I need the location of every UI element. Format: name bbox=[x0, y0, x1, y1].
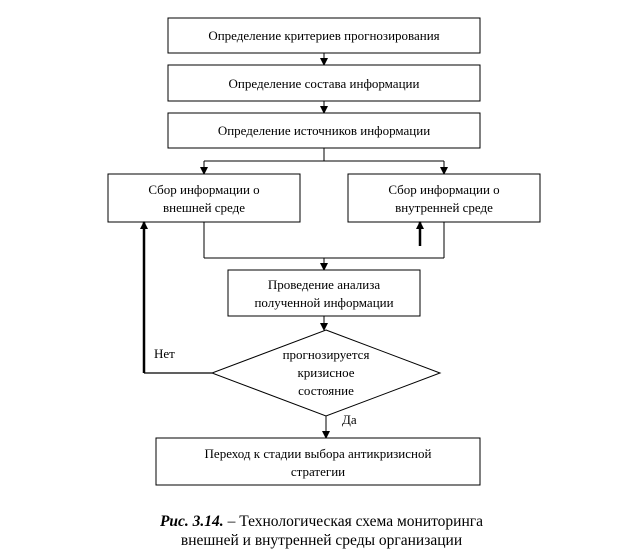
step-composition bbox=[168, 65, 480, 101]
step-external-line2: внешней среде bbox=[162, 200, 246, 215]
caption-line1 bbox=[0, 512, 643, 531]
decision-crisis-forecast bbox=[212, 330, 440, 416]
step-strategy-line2: стратегии bbox=[290, 464, 346, 479]
connector-sources-split bbox=[204, 148, 444, 174]
step-external-line1: Сбор информации о bbox=[148, 182, 260, 197]
step-internal-line1: Сбор информации о bbox=[388, 182, 500, 197]
step-internal-line2: внутренней среде bbox=[395, 200, 493, 215]
step-internal-collection bbox=[348, 174, 540, 222]
step-analysis-line1: Проведение анализа bbox=[267, 277, 381, 292]
decision-line1: прогнозируется bbox=[282, 347, 370, 362]
connector-collection-merge bbox=[204, 222, 444, 270]
label-yes: Да bbox=[342, 412, 357, 427]
decision-line3: состояние bbox=[298, 383, 354, 398]
step-strategy-line1: Переход к стадии выбора антикризисной bbox=[204, 446, 432, 461]
decision-line2: кризисное bbox=[297, 365, 355, 380]
caption-title-part1: – Технологическая схема мониторинга bbox=[223, 513, 484, 530]
step-sources bbox=[168, 113, 480, 148]
step-sources-label: Определение источников информации bbox=[217, 123, 431, 138]
step-strategy bbox=[156, 438, 480, 485]
step-analysis bbox=[228, 270, 420, 316]
step-criteria bbox=[168, 18, 480, 53]
label-no: Нет bbox=[154, 346, 175, 361]
step-analysis-line2: полученной информации bbox=[254, 295, 394, 310]
figure-caption bbox=[0, 512, 643, 550]
step-composition-label: Определение состава информации bbox=[228, 76, 420, 91]
step-external-collection bbox=[108, 174, 300, 222]
caption-number: Рис. 3.14. bbox=[159, 513, 224, 530]
caption-line2: внешней и внутренней среды организации bbox=[180, 532, 463, 549]
step-criteria-label: Определение критериев прогнозирования bbox=[208, 28, 440, 43]
